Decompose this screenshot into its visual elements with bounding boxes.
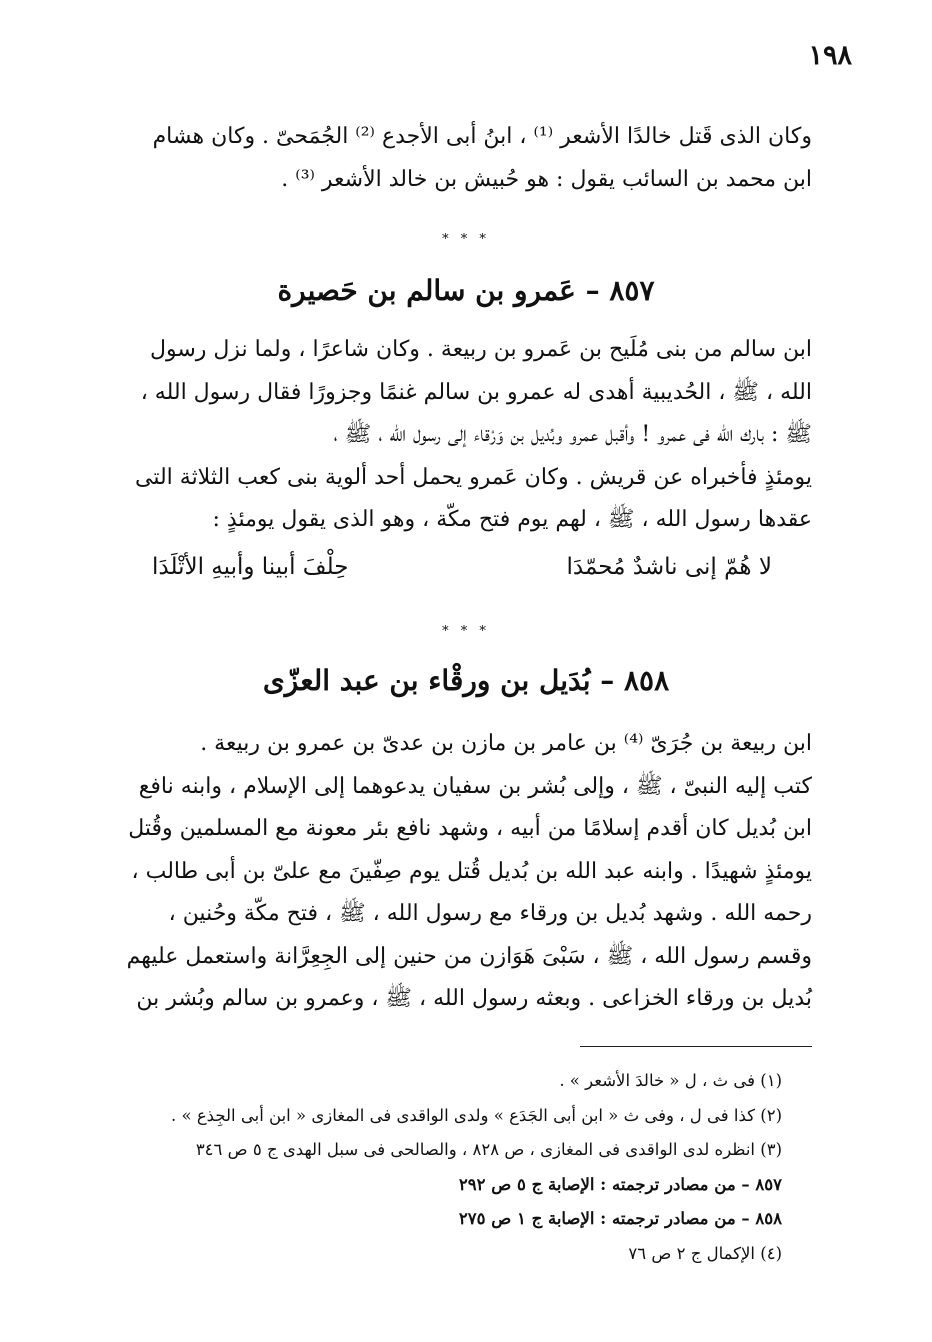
verse-first-hemistich: لا هُمّ إنى ناشدٌ مُحمّدَا (566, 554, 772, 580)
text-line: ابن ربيعة بن جُرَىّ ⁽⁴⁾ بن عامر بن مازن بن عدىّ بن عمرو بن ربيعة . (200, 731, 812, 756)
footnote-sources-858: ٨٥٨ – من مصادر ترجمته : الإصابة ج ١ ص ٢٧٥ (458, 1209, 782, 1228)
text-line: يومئذٍ فأخبراه عن قريش . وكان عَمرو يحمل أحد ألوية بنى كعب الثلاثة التى (134, 464, 812, 490)
text-line: ابن بُديل كان أقدم إسلامًا من أبيه ، وشهد نافع بئر معونة مع المسلمين وقُتل (128, 816, 812, 841)
section-heading-858: ٨٥٨ – بُدَيل بن ورقْاء بن عبد العزّى (262, 664, 670, 697)
footnote-sources-857: ٨٥٧ – من مصادر ترجمته : الإصابة ج ٥ ص ٢٩٢ (458, 1174, 782, 1194)
text-line: عقدها رسول الله ، ﷺ ، لهم يوم فتح مكّة ، وهو الذى يقول يومئذٍ : (212, 507, 812, 532)
text-line: الله ، ﷺ ، الحُديبية أهدى له عمرو بن سالم غنمًا وجزورًا فقال رسول الله ، (140, 379, 812, 405)
text-line: بُديل بن ورقاء الخزاعى . وبعثه رسول الله ، ﷺ ، وعمرو بن سالم وبُشر بن (136, 986, 812, 1011)
text-line: وقسم رسول الله ، ﷺ ، سَبْىَ هَوَازن من حنين إلى الجِعِرَّانة واستعمل عليهم (126, 943, 812, 969)
footnote-4: (٤) الإكمال ج ٢ ص ٧٦ (628, 1243, 782, 1263)
section-858-paragraph (116, 723, 812, 1021)
footnotes (102, 1064, 782, 1271)
intro-paragraph (116, 116, 812, 201)
section-separator: * * * (442, 232, 490, 247)
text-line: رحمه الله . وشهد بُديل بن ورقاء مع رسول الله ، ﷺ ، فتح مكّة وحُنين ، (168, 901, 812, 926)
text-line: ابن محمد بن السائب يقول : هو حُبيش بن خالد الأشعر ⁽³⁾ . (281, 166, 812, 192)
text-line: ابن سالم من بنى مُلَيح بن عَمرو بن ربيعة . وكان شاعرًا ، ولما نزل رسول (149, 337, 812, 362)
page-number: ١٩٨ (808, 40, 852, 71)
text-line: ﷺ : بارك الله فى عمرو ! وأقبل عمرو وبُديل بن وَرْقاء إلى رسول الله ، ﷺ ، (333, 422, 812, 447)
text-line: يومئذٍ شهيدًا . وابنه عبد الله بن بُديل قُتل يوم صِفّينَ مع علىّ بن أبى طالب ، (131, 858, 812, 884)
footnote-2: (٢) كذا فى ل ، وفى ث « ابن أبى الجَدَع » ولدى الواقدى فى المغازى « ابن أبى الجِذع » . (171, 1105, 782, 1125)
section-heading-857: ٨٥٧ – عَمرو بن سالم بن حَصيرة (277, 274, 655, 307)
footnote-1: (١) فى ث ، ل « خالدَ الأشعر » . (559, 1071, 782, 1090)
section-857-paragraph (116, 329, 812, 542)
text-line: وكان الذى قَتل خالدًا الأشعر ⁽¹⁾ ، ابنُ أبى الأجدع ⁽²⁾ الجُمَحىّ . وكان هشام (152, 124, 812, 149)
verse-second-hemistich: حِلْفَ أبينا وأبيهِ الأتْلَدَا (152, 554, 349, 580)
text-line: كتب إليه النبىّ ، ﷺ ، وإلى بُشر بن سفيان يدعوهما إلى الإسلام ، وابنه نافع (138, 773, 812, 799)
footnote-3: (٣) انظره لدى الواقدى فى المغازى ، ص ٨٢٨ ، والصالحى فى سبل الهدى ج ٥ ص ٣٤٦ (195, 1140, 782, 1159)
section-separator: * * * (442, 624, 490, 639)
poetry-verse (152, 554, 772, 580)
footnote-divider (580, 1046, 812, 1047)
